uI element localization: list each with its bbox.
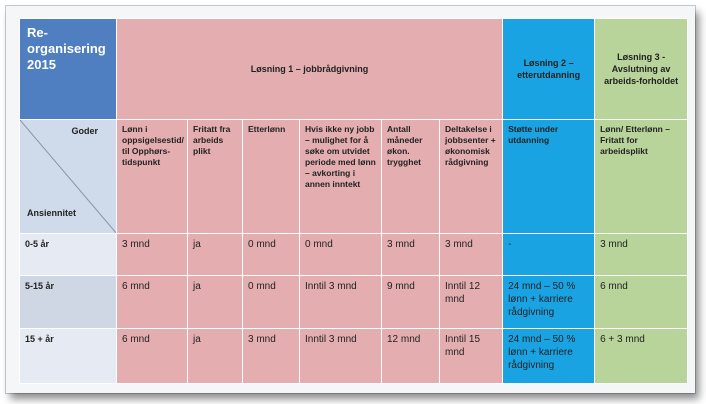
table-cell: 6 mnd	[117, 276, 188, 329]
table-cell: 0 mnd	[243, 276, 300, 329]
table-cell: 6 mnd	[117, 329, 188, 384]
table-cell: 3 mnd	[595, 234, 688, 276]
column-header: Etterlønn	[243, 120, 300, 234]
table-cell: 6 + 3 mnd	[595, 329, 688, 384]
table-cell: ja	[188, 234, 243, 276]
table-cell: 0 mnd	[243, 234, 300, 276]
column-header: Hvis ikke ny jobb – mulighet for å søke om utvidet periode med lønn – avkorting i annen inntekt	[300, 120, 382, 234]
column-header: Deltakelse i jobbsenter + økonomisk rådgivning	[440, 120, 503, 234]
corner-label-goder: Goder	[71, 126, 98, 136]
group-header-row	[20, 19, 688, 120]
group-header-solution-1: Løsning 1 – jobbrådgivning	[117, 19, 503, 120]
table-cell: Inntil 3 mnd	[300, 276, 382, 329]
table-cell: ja	[188, 276, 243, 329]
table-row	[20, 329, 688, 384]
row-label: 0-5 år	[20, 234, 117, 276]
table-cell: 3 mnd	[440, 234, 503, 276]
corner-cell	[20, 120, 117, 234]
column-header: Lønn i oppsigelsestid/ til Opphørs-tidspunkt	[117, 120, 188, 234]
table-cell: 12 mnd	[382, 329, 440, 384]
table-cell: 24 mnd – 50 % lønn + karriere rådgivning	[503, 276, 595, 329]
table-cell: Inntil 12 mnd	[440, 276, 503, 329]
column-header: Fritatt fra arbeids plikt	[188, 120, 243, 234]
table-row	[20, 234, 688, 276]
group-header-solution-3: Løsning 3 - Avslutning av arbeids-forholdet	[595, 19, 688, 120]
slide-frame	[6, 6, 695, 393]
table-cell: -	[503, 234, 595, 276]
row-label: 15 + år	[20, 329, 117, 384]
row-label: 5-15 år	[20, 276, 117, 329]
column-header: Lønn/ Etterlønn – Fritatt for arbeidsplikt	[595, 120, 688, 234]
table-cell: Inntil 15 mnd	[440, 329, 503, 384]
table-cell: 3 mnd	[117, 234, 188, 276]
table-title: Re-organisering 2015	[20, 19, 117, 120]
table-row	[20, 276, 688, 329]
table-cell: Inntil 3 mnd	[300, 329, 382, 384]
reorganisation-table	[19, 18, 688, 384]
table-cell: 3 mnd	[382, 234, 440, 276]
group-header-solution-2: Løsning 2 – etterutdanning	[503, 19, 595, 120]
column-header: Støtte under utdanning	[503, 120, 595, 234]
table-cell: 0 mnd	[300, 234, 382, 276]
table-cell: 6 mnd	[595, 276, 688, 329]
table-cell: ja	[188, 329, 243, 384]
table-cell: 3 mnd	[243, 329, 300, 384]
table-cell: 24 mnd – 50 % lønn + karriere rådgivning	[503, 329, 595, 384]
corner-label-ansiennitet: Ansiennitet	[27, 208, 77, 218]
column-header: Antall måneder økon. trygghet	[382, 120, 440, 234]
table-cell: 9 mnd	[382, 276, 440, 329]
column-header-row	[20, 120, 688, 234]
